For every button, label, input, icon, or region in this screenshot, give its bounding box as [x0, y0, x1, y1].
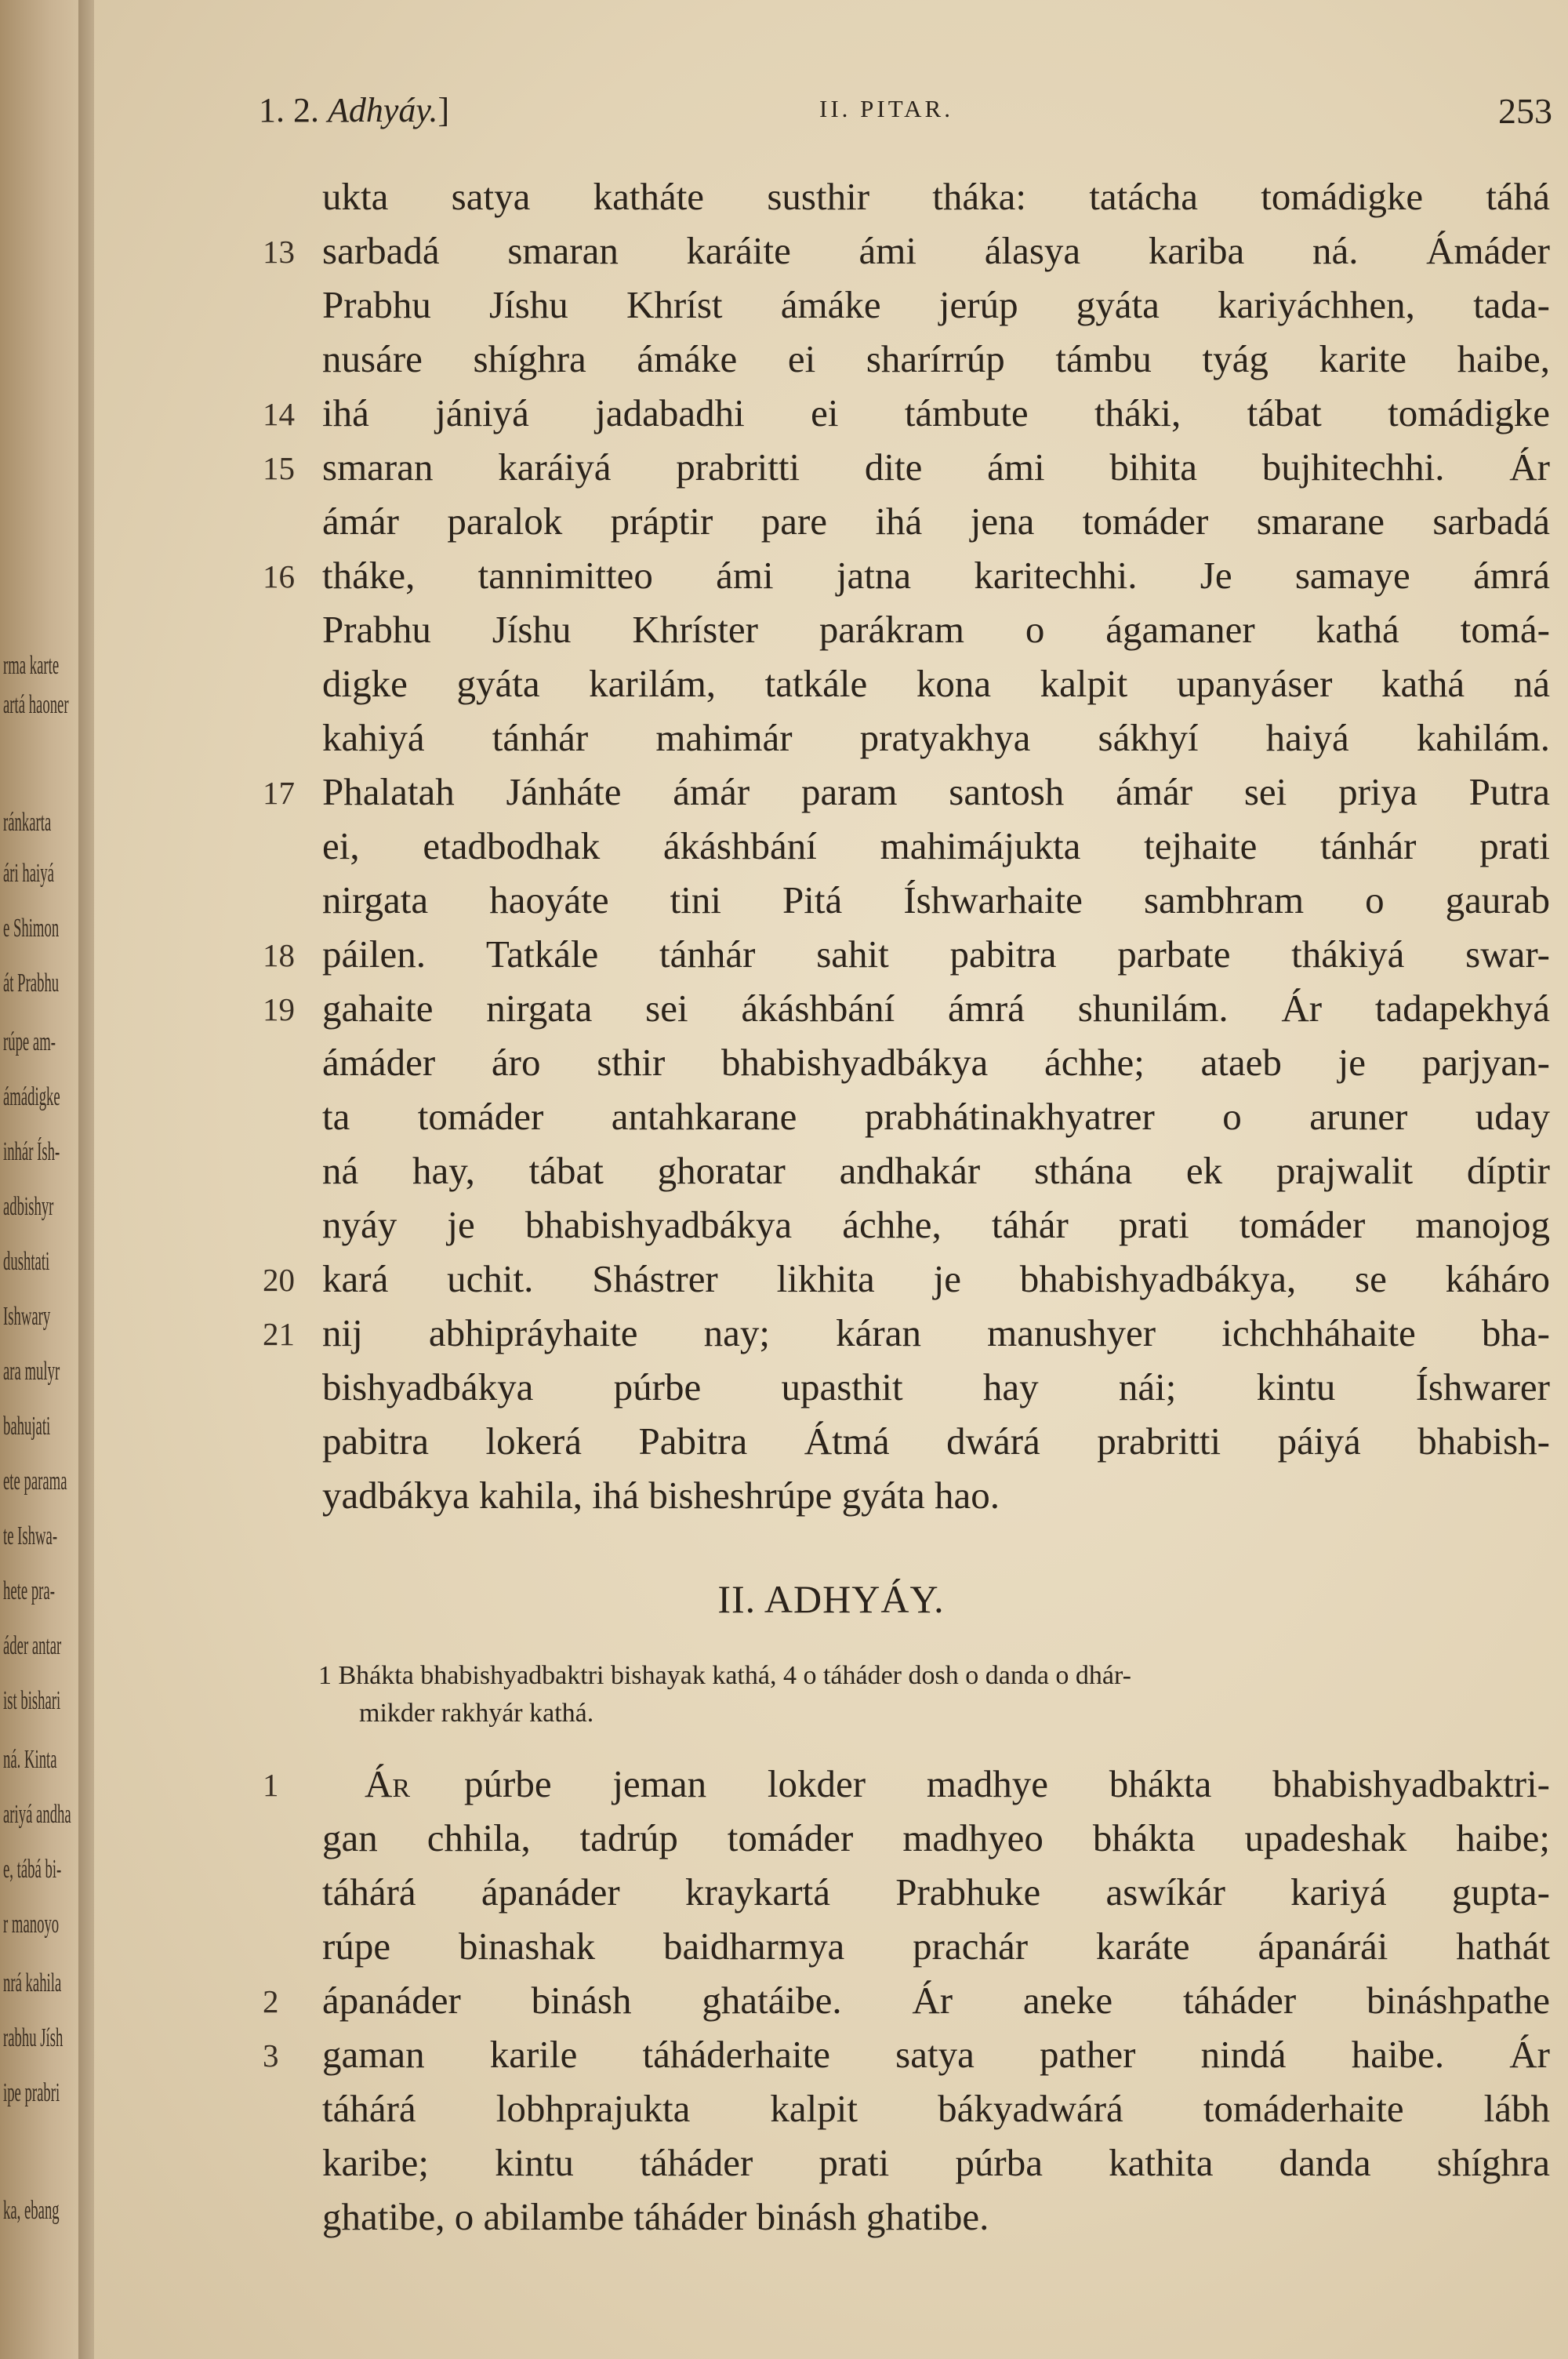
- line-text: gaman karile táháderhaite satya pather nindá haibe. Ár: [322, 2033, 1550, 2076]
- text-line: [94, 499, 1568, 552]
- text-line: [94, 661, 1568, 714]
- facing-page-fragment: ámádigke: [3, 1082, 60, 1111]
- line-text: gan chhila, tadrúp tomáder madhyeo bhákta upadeshak haibe;: [322, 1816, 1550, 1859]
- text-line: [94, 228, 1568, 282]
- chapter-summary-line-1: 1 Bhákta bhabishyadbaktri bishayak kathá, 4 o táháder dosh o danda o dhár-: [318, 1661, 1131, 1690]
- text-line: [94, 1365, 1568, 1418]
- text-line: [94, 1040, 1568, 1093]
- facing-page-fragment: r manoyo: [3, 1910, 60, 1939]
- facing-page-fragment: ist bishari: [3, 1686, 61, 1715]
- line-text: pabitra lokerá Pabitra Átmá dwárá prabritti páiyá bhabish-: [322, 1419, 1550, 1463]
- line-text: ihá jániyá jadabadhi ei támbute tháki, tábat tomádigke: [322, 391, 1550, 434]
- facing-page-fragment: rúpe am-: [3, 1027, 56, 1056]
- page-number: 253: [1498, 91, 1552, 131]
- line-text: táhárá lobhprajukta kalpit bákyadwárá tomáderhaite lábh: [322, 2087, 1550, 2130]
- text-line: [94, 607, 1568, 660]
- line-text: ukta satya katháte susthir tháka: tatácha tomádigke táhá: [322, 175, 1550, 218]
- chapter-summary-line-2: mikder rakhyár kathá.: [359, 1699, 594, 1728]
- facing-page-fragment: bahujati: [3, 1412, 51, 1441]
- text-line: [94, 2194, 1568, 2248]
- text-line: [94, 2032, 1568, 2085]
- facing-page-fragment: hete pra-: [3, 1576, 55, 1605]
- header-reference: 1. 2. Adhyáy.]: [259, 91, 450, 129]
- book-page: [94, 0, 1568, 2359]
- text-line: [94, 769, 1568, 823]
- text-line: [94, 1256, 1568, 1310]
- chapter-2-heading: II. ADHYÁY.: [717, 1577, 945, 1621]
- verse-number: 20: [263, 1262, 295, 1298]
- line-text: ná hay, tábat ghoratar andhakár sthána ek prajwalit díptir: [322, 1149, 1550, 1192]
- facing-page-fragment: ári haiyá: [3, 859, 54, 888]
- text-line: [94, 1202, 1568, 1256]
- verse-number: 15: [263, 450, 295, 486]
- verse-number: 21: [263, 1316, 295, 1352]
- line-text: gahaite nirgata sei ákáshbání ámrá shunilám. Ár tadapekhyá: [322, 987, 1550, 1030]
- text-line: [94, 1761, 1568, 1815]
- verse-number: 3: [263, 2037, 279, 2074]
- text-line: [94, 553, 1568, 606]
- line-text: digke gyáta karilám, tatkále kona kalpit upanyáser kathá ná: [322, 662, 1550, 705]
- text-line: [94, 878, 1568, 931]
- line-text: sarbadá smaran karáite ámi álasya kariba ná. Ámáder: [322, 229, 1550, 272]
- text-line: [94, 1310, 1568, 1364]
- text-line: [94, 445, 1568, 498]
- facing-page-fragment: te Ishwa-: [3, 1521, 58, 1550]
- text-line: [94, 2140, 1568, 2194]
- line-text: kahiyá tánhár mahimár pratyakhya sákhyí haiyá kahilám.: [322, 716, 1550, 759]
- text-line: [94, 1924, 1568, 1977]
- verse-number: 14: [263, 396, 295, 432]
- line-text: ta tomáder antahkarane prabhátinakhyatrer o aruner uday: [322, 1095, 1550, 1138]
- facing-page-fragment: ara mulyr: [3, 1357, 60, 1386]
- facing-page-fragment: artá haoner: [3, 690, 69, 719]
- line-text: tháke, tannimitteo ámi jatna karitechhi. Je samaye ámrá: [322, 554, 1550, 597]
- verse-number: 16: [263, 558, 295, 594]
- facing-page-fragment: inhár Ísh-: [3, 1137, 60, 1166]
- facing-page-fragment: áder antar: [3, 1631, 62, 1660]
- text-line: [94, 1094, 1568, 1147]
- text-line: [94, 932, 1568, 985]
- line-text: ápanáder binásh ghatáibe. Ár aneke táháder bináshpathe: [322, 1979, 1550, 2022]
- line-text: Phalatah Jánháte ámár param santosh ámár sei priya Putra: [322, 770, 1550, 813]
- line-text: kará uchit. Shástrer likhita je bhabishyadbákya, se káháro: [322, 1257, 1550, 1300]
- facing-page-fragment: ka, ebang: [3, 2196, 60, 2225]
- line-text: nusáre shíghra ámáke ei sharírrúp támbu tyág karite haibe,: [322, 337, 1550, 380]
- text-line: [94, 823, 1568, 877]
- verse-number: 13: [263, 234, 295, 270]
- text-line: [94, 2086, 1568, 2139]
- facing-page-fragment: rma karte: [3, 651, 60, 680]
- facing-page-fragment: rabhu Jísh: [3, 2023, 64, 2052]
- line-text: karibe; kintu táháder prati púrba kathita danda shíghra: [322, 2141, 1550, 2184]
- text-line: [94, 1419, 1568, 1472]
- text-line: [94, 1148, 1568, 1201]
- text-line: [94, 282, 1568, 336]
- facing-page-fragment: ipe prabri: [3, 2078, 60, 2107]
- verse-number: 19: [263, 991, 295, 1027]
- facing-page-fragment: ete parama: [3, 1467, 67, 1496]
- line-text: Prabhu Jíshu Khríster parákram o ágamaner kathá tomá-: [322, 608, 1550, 651]
- text-line: [94, 391, 1568, 444]
- facing-page-fragment: ariyá andha: [3, 1800, 71, 1829]
- line-text: bishyadbákya púrbe upasthit hay nái; kintu Íshwarer: [322, 1365, 1550, 1408]
- line-text: smaran karáiyá prabritti dite ámi bihita bujhitechhi. Ár: [322, 445, 1550, 489]
- line-text: nirgata haoyáte tini Pitá Íshwarhaite sambhram o gaurab: [322, 878, 1550, 921]
- text-line: [94, 1473, 1568, 1526]
- facing-page-fragment: Ishwary: [3, 1302, 51, 1331]
- verse-number: 2: [263, 1983, 279, 2019]
- line-text: rúpe binashak baidharmya prachár karáte ápanárái hathát: [322, 1925, 1550, 1968]
- facing-page-fragment: ná. Kinta: [3, 1745, 57, 1774]
- line-text: táhárá ápanáder kraykartá Prabhuke aswíkár kariyá gupta-: [322, 1870, 1550, 1914]
- text-line: [94, 1978, 1568, 2031]
- line-text: páilen. Tatkále tánhár sahit pabitra parbate thákiyá swar-: [322, 932, 1550, 976]
- facing-page-fragment: ránkarta: [3, 808, 52, 837]
- line-text: púrbe jeman lokder madhye bhákta bhabishyadbaktri-: [464, 1762, 1550, 1805]
- verse-number: 1: [263, 1767, 279, 1803]
- line-text: Prabhu Jíshu Khríst ámáke jerúp gyáta kariyáchhen, tada-: [322, 283, 1550, 326]
- line-text: yadbákya kahila, ihá bisheshrúpe gyáta hao.: [322, 1474, 1000, 1517]
- facing-page-fragment: át Prabhu: [3, 969, 60, 998]
- verse-number: 18: [263, 937, 295, 973]
- line-text: ámár paralok práptir pare ihá jena tomáder smarane sarbadá: [322, 500, 1550, 543]
- line-text: nyáy je bhabishyadbákya áchhe, táhár prati tomáder manojog: [322, 1203, 1550, 1246]
- header-book-title: II. PITAR.: [819, 95, 953, 122]
- text-line: [94, 174, 1568, 227]
- verse-number: 17: [263, 775, 295, 811]
- text-line: [94, 1870, 1568, 1923]
- facing-page-fragment: nrá kahila: [3, 1968, 62, 1997]
- line-text: ámáder áro sthir bhabishyadbákya áchhe; ataeb je parjyan-: [322, 1041, 1550, 1084]
- facing-page-fragment: e Shimon: [3, 914, 60, 943]
- text-line: [94, 336, 1568, 390]
- line-text: ghatibe, o abilambe táháder binásh ghatibe.: [322, 2195, 989, 2238]
- running-header: [259, 90, 1552, 137]
- text-line: [94, 715, 1568, 769]
- text-line: [94, 1816, 1568, 1869]
- facing-page-fragment: adbishyr: [3, 1192, 54, 1221]
- drop-initial-word: Ár: [365, 1762, 411, 1805]
- facing-page-fragment: e, tábá bi-: [3, 1855, 62, 1884]
- line-text: ei, etadbodhak ákáshbání mahimájukta tejhaite tánhár prati: [322, 824, 1550, 867]
- facing-page-fragment: dushtati: [3, 1247, 50, 1276]
- line-text: nij abhipráyhaite nay; káran manushyer ichchháhaite bha-: [322, 1311, 1550, 1354]
- text-line: [94, 986, 1568, 1039]
